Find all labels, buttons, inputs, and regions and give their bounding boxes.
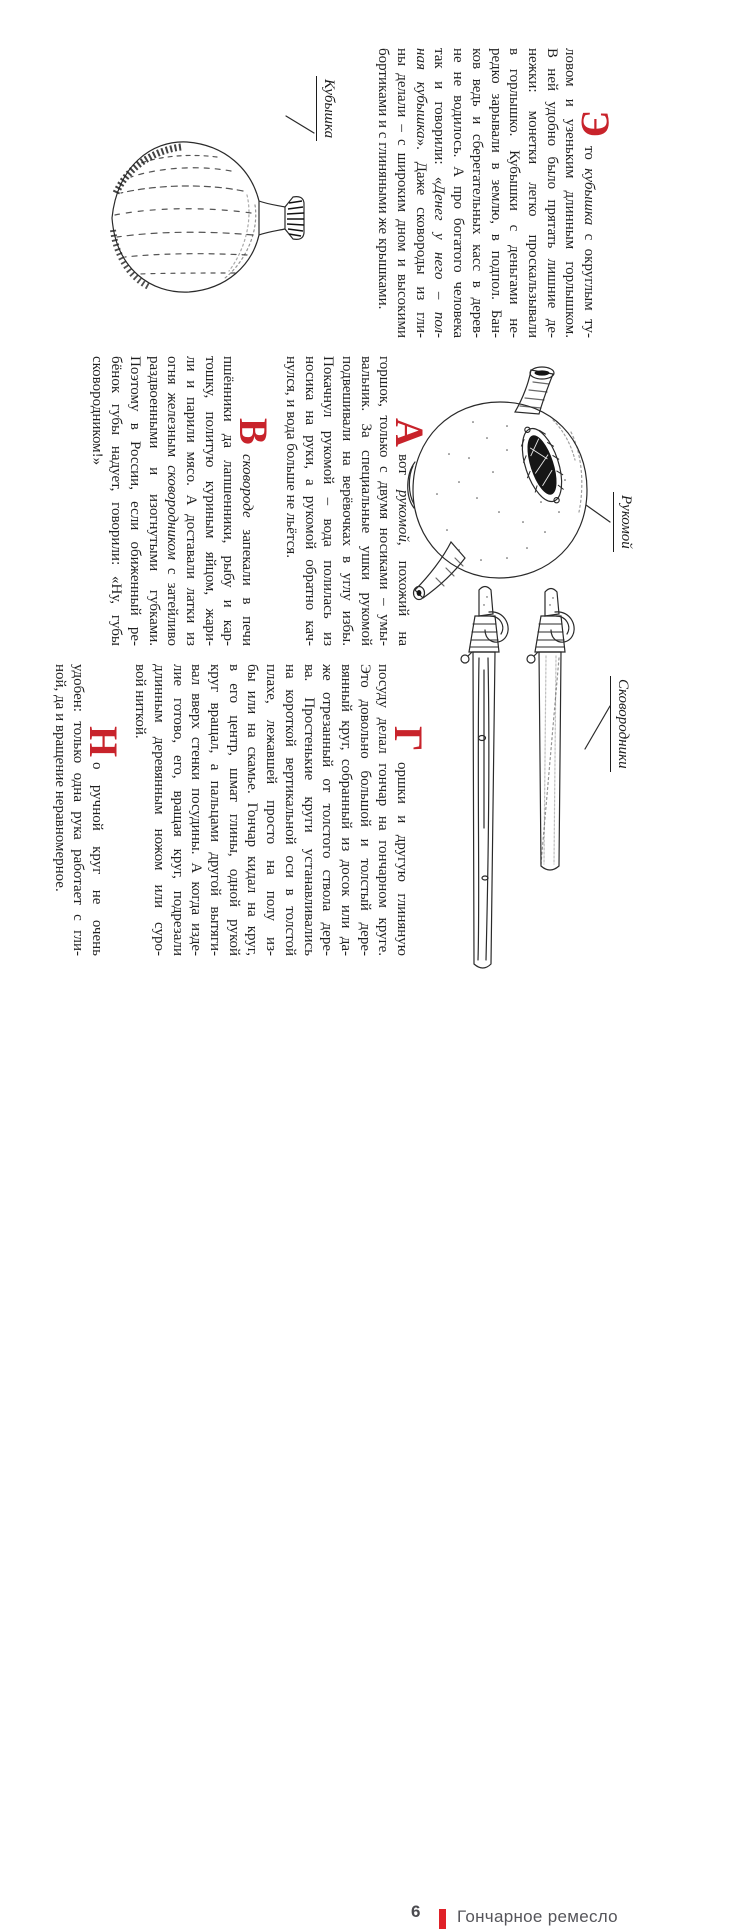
text-line: оршки и другую глиняную — [394, 762, 410, 956]
text-line: ков ведь и сберегательных касс в дерев- — [468, 48, 485, 338]
text-line: В ней удобно было прятать лишние де- — [543, 48, 560, 338]
text-line: Это довольно большой и толстый дере- — [356, 664, 373, 956]
text-line: так и говорили: «Денег у него – пол- — [431, 48, 448, 338]
text-line: нулся, и вода больше не льётся. — [282, 356, 299, 558]
text-line: ной, да и вращение неравномерное. — [51, 664, 68, 892]
paragraph-ruchnoy-krug — [50, 664, 126, 956]
pot-mouth — [512, 421, 571, 509]
text-line: лие готово, его, вращая круг, подрезали — [169, 664, 186, 956]
text-line: не не водилось. А про богатого человека — [450, 48, 467, 338]
footer-book-title: Гончарное ремесло — [457, 1907, 618, 1926]
text-line: сковороде запекали в печи — [239, 454, 255, 646]
text-line: в горлышко. Кубышки с деньгами не- — [506, 48, 523, 338]
text-line: Поэтому в России, если обиженный ре- — [126, 356, 143, 646]
text-line: бы или на скамье. Гончар кидал на круг, — [244, 664, 261, 956]
text-line: вот рукомой, похожий на — [395, 454, 411, 647]
text-line: горшок, только с двумя носиками – умы- — [376, 356, 393, 646]
text-line: нежки: монетки легко проскальзывали — [524, 48, 541, 338]
text-line: редко зарывали в землю, в подпол. Бан- — [487, 48, 504, 338]
text-line: вальник. За специальные ушки рукомой — [357, 356, 374, 646]
text-line: ловом и узеньким длинным горлышком. — [562, 48, 579, 338]
washstand-label: Рукомой — [613, 492, 634, 552]
pan-grabbers-illustration — [452, 578, 577, 978]
text-line: Покачнул рукомой – вода полилась из — [320, 356, 337, 646]
text-line: на короткой вертикальной оси в толстой — [281, 664, 298, 956]
text-line: ли и парили мясо. А доставали латки из — [182, 356, 199, 646]
text-line: посуду делал гончар на гончарном круге. — [375, 664, 392, 956]
text-line: огня железным сковородником с затейливо — [164, 356, 181, 646]
grabbers-pointer-line — [580, 702, 612, 754]
wooden-grabber — [461, 587, 508, 969]
jug-label: Кубышка — [316, 76, 337, 141]
text-line: плахе, лежавшей просто на полу из- — [263, 664, 280, 956]
drop-cap: Г — [386, 726, 431, 752]
text-line: круг вращал, а пальцами другой вытяги- — [207, 664, 224, 956]
text-line: ная кубышка». Даже сковороды из гли- — [412, 48, 429, 338]
iron-grabber — [527, 589, 574, 871]
text-line: вой ниткой. — [132, 664, 149, 739]
text-line: ва. Простенькие круги устанавливались — [300, 664, 317, 956]
text-line: бортиками и с глиняными же крышками. — [375, 48, 392, 310]
text-line: о ручной круг не очень — [89, 762, 105, 956]
text-line: вянный круг, собранный из досок или да- — [337, 664, 354, 956]
text-line: раздвоенными и изогнутыми губками. — [145, 356, 162, 646]
text-line: удобен: только одна рука работает с гли- — [70, 664, 87, 956]
page-number: 6 — [411, 1902, 421, 1921]
drop-cap: А — [387, 418, 432, 447]
text-line: носика на руки, а рукомой обратно кач- — [301, 356, 318, 646]
text-line: длинным деревянным ножом или суро- — [151, 664, 168, 956]
paragraph-rukomoy — [281, 356, 432, 647]
text-line: пшённики да лапшенники, рыбу и кар- — [220, 356, 237, 646]
text-line: подвешивали на верёвочках в углу избы. — [338, 356, 355, 646]
drop-cap: Э — [573, 110, 618, 138]
text-line: в его центр, шмат глины, одной рукой — [225, 664, 242, 956]
footer-red-bar — [439, 1909, 446, 1929]
jug-illustration — [104, 135, 309, 300]
drop-cap: В — [231, 418, 276, 445]
washstand-illustration — [404, 362, 619, 612]
text-line: тошку, политую куриным яйцом, жари- — [201, 356, 218, 646]
paragraph-kubyshka — [374, 48, 618, 338]
text-line: сковородником!» — [89, 356, 106, 466]
paragraph-gonchar — [131, 664, 431, 956]
drop-cap: Н — [81, 726, 126, 758]
page-footer — [0, 948, 729, 1926]
grabbers-label: Сковородники — [610, 676, 631, 772]
paragraph-skovoroda — [88, 356, 276, 646]
text-line: ны делали – с широким дном и высокими — [394, 48, 411, 338]
text-line: вал вверх стенки посудины. А когда изде- — [188, 664, 205, 956]
text-line: то кубышка с округлым ту- — [581, 146, 597, 338]
text-line: бёнок губы надует, говорили: «Ну, губы — [108, 356, 125, 646]
text-line: же отрезанный от толстого ствола дере- — [319, 664, 336, 956]
